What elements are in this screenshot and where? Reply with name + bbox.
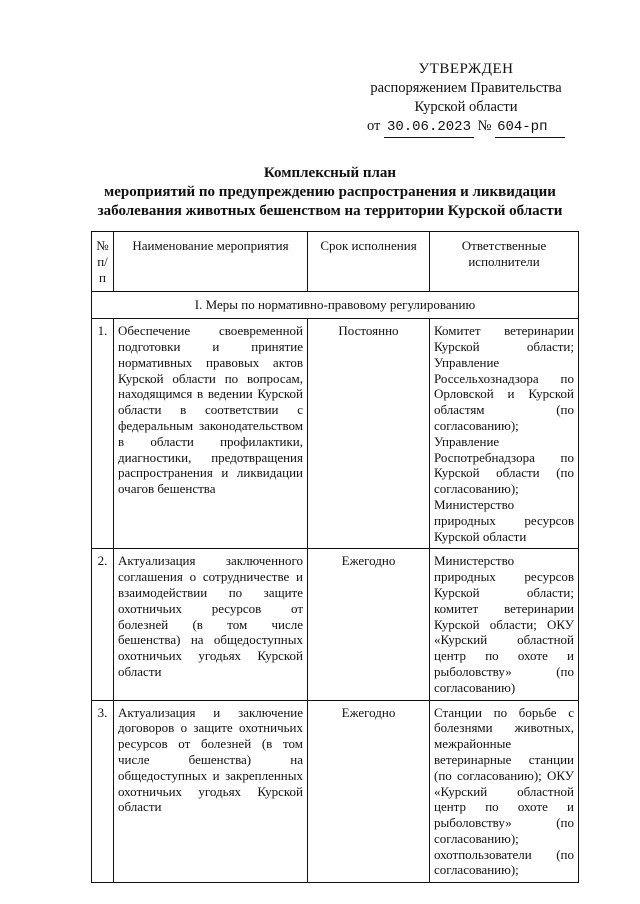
header-term: Срок исполнения [308, 232, 430, 292]
order-date: 30.06.2023 [384, 118, 474, 138]
row-num: 3. [92, 700, 114, 883]
approved-label: УТВЕРЖДЕН [418, 61, 514, 77]
approval-line-2: Курской области [414, 99, 518, 115]
row-name: Актуализация и заключение договоров о защите охотничьих ресурсов от болезней (в том числе бешенства) на общедоступных и закрепленных охотничьих угодьях Курской области [114, 700, 308, 883]
row-num: 1. [92, 319, 114, 549]
header-name: Наименование мероприятия [114, 232, 308, 292]
row-responsible: Комитет ветеринарии Курской области; Управление Россельхознадзора по Орловской и Курской областям (по согласованию); Управление Роспотребнадзора по Курской области (по согласованию); Министерство природных ресурсов Курской области [430, 319, 579, 549]
title-line-3: заболевания животных бешенством на территории Курской области [97, 203, 563, 219]
table-row [92, 549, 579, 700]
row-term: Ежегодно [308, 549, 430, 700]
row-name: Обеспечение своевременной подготовки и принятие нормативных правовых актов Курской области по вопросам, находящимся в ведении Курской области в соответствии с федеральным законодательством в области профилактики, диагностики, предотвращения распространения и ликвидации очагов бешенства [114, 319, 308, 549]
section-row [92, 292, 579, 319]
table-header-row [92, 232, 579, 292]
row-num: 2. [92, 549, 114, 700]
row-term: Ежегодно [308, 700, 430, 883]
approval-stamp [356, 60, 576, 138]
order-number: 604-рп [495, 118, 565, 138]
approval-line-1: распоряжением Правительства [370, 80, 562, 96]
plan-table [91, 231, 579, 883]
row-responsible: Станции по борьбе с болезнями животных, межрайонные ветеринарные станции (по согласованию); ОКУ «Курский областной центр по охоте и рыболовству» (по согласованию); охотпользователи (по согласованию); [430, 700, 579, 883]
title-line-2: мероприятий по предупреждению распространения и ликвидации [104, 184, 556, 200]
date-prefix: от [366, 118, 381, 134]
header-responsible: Ответственные исполнители [430, 232, 579, 292]
title-line-1: Комплексный план [263, 165, 397, 181]
header-num: № п/п [92, 232, 114, 292]
document-title [80, 164, 580, 221]
section-title: I. Меры по нормативно-правовому регулированию [92, 292, 579, 319]
table-row [92, 700, 579, 883]
row-term: Постоянно [308, 319, 430, 549]
number-prefix: № [477, 118, 492, 134]
order-date-number [356, 117, 576, 138]
table-row [92, 319, 579, 549]
row-name: Актуализация заключенного соглашения о сотрудничестве и взаимодействии по защите охотничьих ресурсов от болезней (в том числе бешенства) на общедоступных охотничьих угодьях Курской области [114, 549, 308, 700]
row-responsible: Министерство природных ресурсов Курской области; комитет ветеринарии Курской области; ОКУ «Курский областной центр по охоте и рыболовству» (по согласованию) [430, 549, 579, 700]
